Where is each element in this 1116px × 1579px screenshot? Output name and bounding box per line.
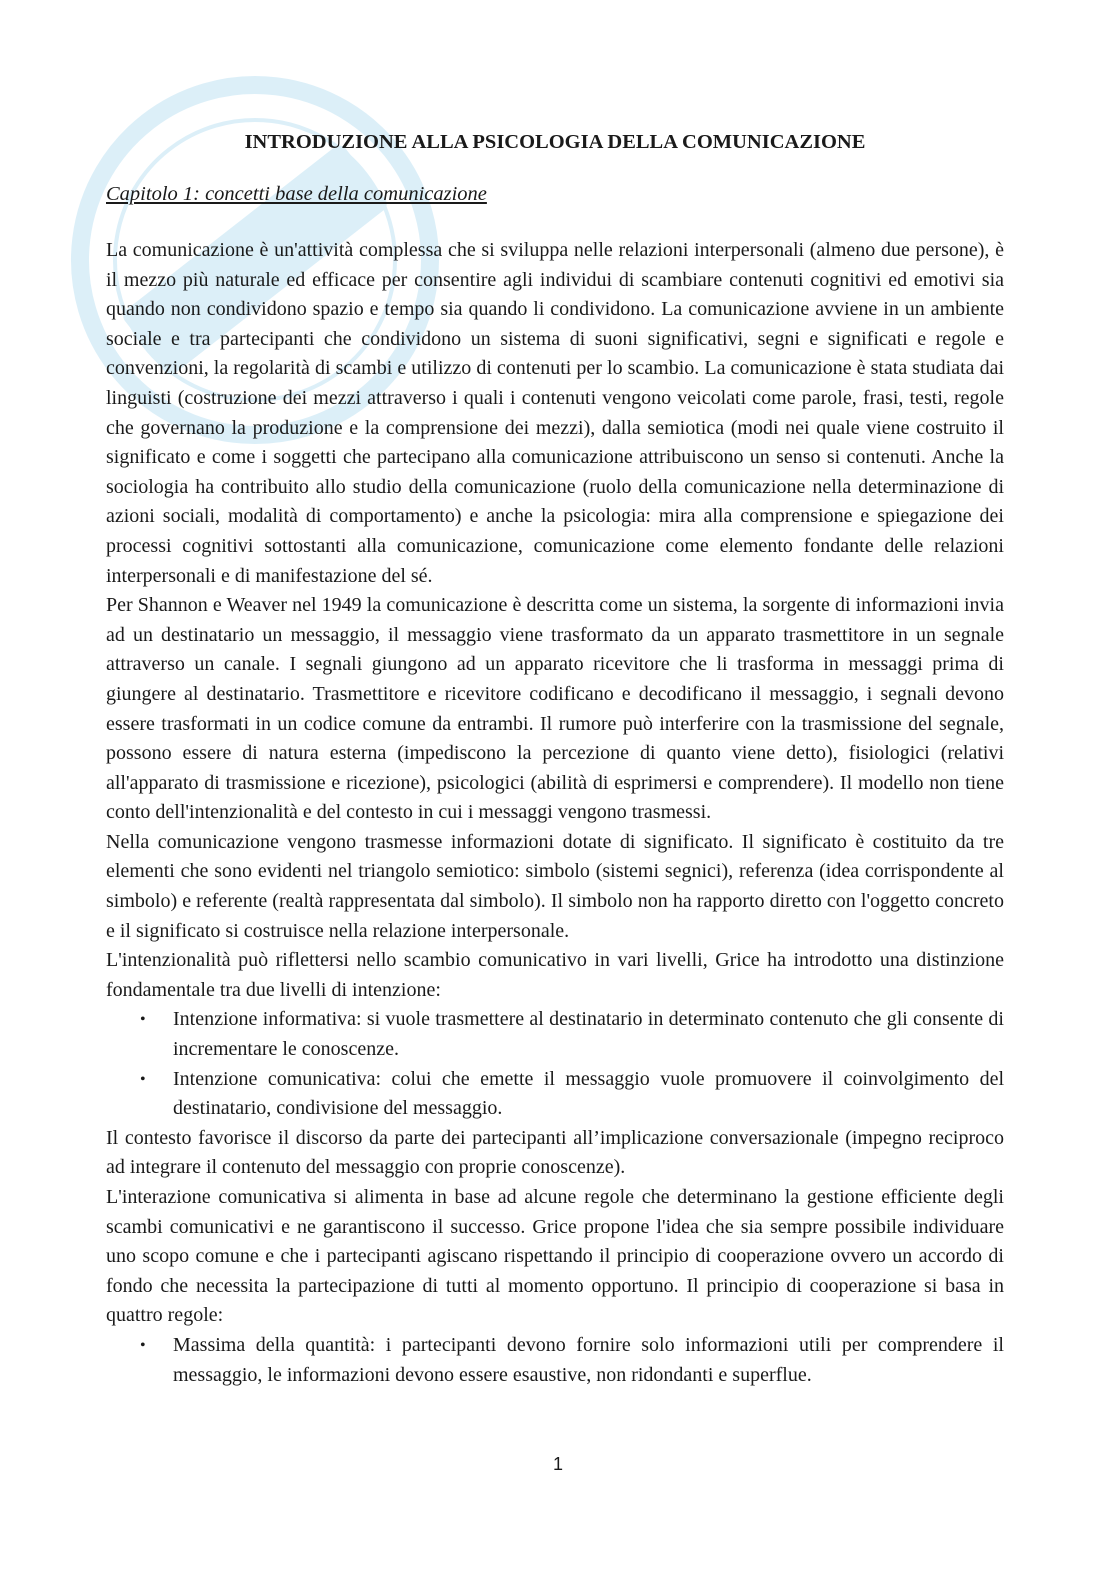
list-item-text: Intenzione informativa: si vuole trasmettere al destinatario in determinato contenuto che gli consente di incrementare le conoscenze.: [173, 1008, 1004, 1061]
list-item: [106, 1331, 1004, 1390]
maxims-list: [106, 1331, 1004, 1390]
list-item: [106, 1065, 1004, 1124]
paragraph-intenzionalita: L'intenzionalità può riflettersi nello scambio comunicativo in vari livelli, Grice ha introdotto una distinzione fondamentale tra due livelli di intenzione:: [106, 949, 1004, 1001]
paragraph-intro: La comunicazione è un'attività complessa che si sviluppa nelle relazioni interpersonali (almeno due persone), è il mezzo più naturale ed efficace per consentire agli individui di scambiare contenuti cognitivi ed emotivi sia quando non condividono spazio e tempo sia quando li condividono. La comunicazione avviene in un ambiente sociale e tra partecipanti che condividono un sistema di suoni significativi, segni e significati e regole e convenzioni, la regolarità di scambi e utilizzo di contenuti per lo scambio. La comunicazione è stata studiata dai linguisti (costruzione dei mezzi attraverso i quali i contenuti vengono veicolati come parole, frasi, testi, regole che governano la produzione e la comprensione dei mezzi), dalla semiotica (modi nei quale viene costruito il significato e come i soggetti che partecipano alla comunicazione attribuiscono un senso si contenuti. Anche la sociologia ha contribuito allo studio della comunicazione (ruolo della comunicazione nella determinazione di azioni sociali, modalità di comportamento) e anche la psicologia: mira alla comprensione e spiegazione dei processi cognitivi sottostanti alla comunicazione, comunicazione come elemento fondante delle relazioni interpersonali e di manifestazione del sé.: [106, 239, 1004, 587]
paragraph-shannon-weaver: Per Shannon e Weaver nel 1949 la comunicazione è descritta come un sistema, la sorgente di informazioni invia ad un destinatario un messaggio, il messaggio viene trasformato da un apparato trasmettitore in un segnale attraverso un canale. I segnali giungono ad un apparato ricevitore che li trasforma in messaggi prima di giungere al destinatario. Trasmettitore e ricevitore codificano e decodificano il messaggio, i segnali devono essere trasformati in un codice comune da entrambi. Il rumore può interferire con la trasmissione del segnale, possono essere di natura esterna (impediscono la percezione di quanto viene detto), fisiologici (relativi all'apparato di trasmissione e ricezione), psicologici (abilità di esprimersi e comprendere). Il modello non tiene conto dell'intenzionalità e del contesto in cui i messaggi vengono trasmessi.: [106, 594, 1004, 824]
paragraph-cooperazione: L'interazione comunicativa si alimenta in base ad alcune regole che determinano la gestione efficiente degli scambi comunicativi e ne garantiscono il successo. Grice propone l'idea che sia sempre possibile individuare uno scopo comune e che i partecipanti agiscano rispettando il principio di cooperazione ovvero un accordo di fondo che necessita la partecipazione di tutti al momento opportuno. Il principio di cooperazione si basa in quattro regole:: [106, 1186, 1004, 1327]
bullet-icon: •: [140, 1336, 146, 1354]
page-number: 1: [552, 1454, 563, 1474]
document-title: INTRODUZIONE ALLA PSICOLOGIA DELLA COMUNICAZIONE: [244, 131, 866, 153]
intention-list: [106, 1005, 1004, 1123]
bullet-icon: •: [140, 1070, 146, 1088]
list-item-text: Intenzione comunicativa: colui che emette il messaggio vuole promuovere il coinvolgimento del destinatario, condivisione del messaggio.: [173, 1067, 1004, 1120]
paragraph-significato: Nella comunicazione vengono trasmesse informazioni dotate di significato. Il significato è costituito da tre elementi che sono evidenti nel triangolo semiotico: simbolo (sistemi segnici), referenza (idea corrispondente al simbolo) e referente (realtà rappresentata dal simbolo). Il simbolo non ha rapporto diretto con l'oggetto concreto e il significato si costruisce nella relazione interpersonale.: [106, 830, 1004, 942]
document-page: [106, 128, 1004, 1390]
bullet-icon: •: [140, 1011, 146, 1029]
list-item: [106, 1005, 1004, 1064]
list-item-text: Massima della quantità: i partecipanti devono fornire solo informazioni utili per comprendere il messaggio, le informazioni devono essere esaustive, non ridondanti e superflue.: [173, 1333, 1004, 1386]
chapter-heading: Capitolo 1: concetti base della comunicazione: [106, 183, 487, 205]
paragraph-contesto: Il contesto favorisce il discorso da parte dei partecipanti all’implicazione conversazionale (impegno reciproco ad integrare il contenuto del messaggio con proprie conoscenze).: [106, 1126, 1004, 1179]
